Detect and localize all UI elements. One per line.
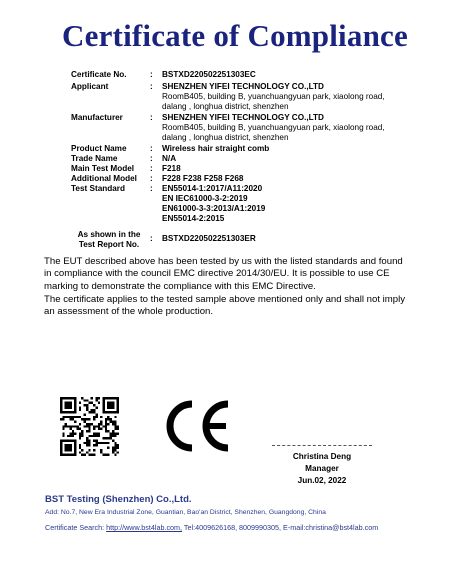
signature-line [272,445,372,446]
field-label: Product Name [71,144,127,153]
field-label: As shown in the [77,230,141,239]
field-label: Certificate No. [71,70,127,79]
field-report-no: As shown in the Test Report No. : BSTXD220502251303ER [71,230,431,244]
field-certificate-no: Certificate No. : BSTXD220502251303EC [71,70,431,80]
field-label: Main Test Model [71,164,135,173]
issuer-contact [45,523,378,532]
field-applicant: Applicant : SHENZHEN YIFEI TECHNOLOGY CO.,LTD RoomB405, building B, yuanchuangyuan park, xiaolong road, dalang , longhua district, shenzhen [71,82,431,112]
field-main-test-model: Main Test Model : F218 [71,164,431,174]
test-standard-item: EN61000-3-3:2013/A1:2019 [162,204,266,213]
compliance-statement: The EUT described above has been tested by us with the listed standards and found in compliance with the council EMC directive 2014/30/EU. It is possible to use CE marking to demonstrate the compliance with this EMC Directive. [44,256,403,292]
field-value: SHENZHEN YIFEI TECHNOLOGY CO.,LTD [162,113,324,122]
field-test-standard: Test Standard : EN55014-1:2017/A11:2020 EN IEC61000-3-2:2019 EN61000-3-3:2013/A1:2019 EN55014-2:2015 [71,184,431,224]
field-label: Trade Name [71,154,118,163]
field-label: Applicant [71,82,109,91]
field-value: EN55014-1:2017/A11:2020 [162,184,263,193]
field-label: Additional Model [71,174,137,183]
qr-code-icon [60,397,119,456]
field-label: Manufacturer [71,113,123,122]
certificate-title: Certificate of Compliance [62,18,408,53]
field-value: Wireless hair straight comb [162,144,270,153]
field-manufacturer: Manufacturer : SHENZHEN YIFEI TECHNOLOGY CO.,LTD RoomB405, building B, yuanchuangyuan park, xiaolong road, dalang , longhua district, shenzhen [71,113,431,143]
signatory-title: Manager [305,464,339,473]
certificate-date: Jun.02, 2022 [297,476,347,485]
certificate-search-link[interactable]: http://www.bst4lab.com, [106,523,183,532]
field-value: SHENZHEN YIFEI TECHNOLOGY CO.,LTD [162,82,324,91]
issuer-address: Add: No.7, New Era Industrial Zone, Guantian, Bao'an District, Shenzhen, Guangdong, China [45,509,326,516]
field-product-name: Product Name : Wireless hair straight comb [71,144,431,154]
manufacturer-address-line: RoomB405, building B, yuanchuangyuan park, xiaolong road, [162,123,385,132]
test-standard-item: EN55014-2:2015 [162,214,225,223]
field-value: BSTXD220502251303ER [162,234,256,243]
signatory-name: Christina Deng [292,452,352,461]
certificate-search-label: Certificate Search: [45,523,105,532]
applicant-address-line: dalang , longhua district, shenzhen [162,102,289,111]
field-value: BSTXD220502251303EC [162,70,256,79]
contact-details: Tel:4009626168, 8009990305, E-mail:christina@bst4lab.com [183,523,379,532]
field-label: Test Standard [71,184,125,193]
applicant-address-line: RoomB405, building B, yuanchuangyuan park, xiaolong road, [162,92,385,101]
certificate-fields [71,70,431,249]
test-standard-item: EN IEC61000-3-2:2019 [162,194,248,203]
field-label: Test Report No. [78,240,140,249]
field-additional-model: Additional Model : F228 F238 F258 F268 [71,174,431,184]
issuer-company: BST Testing (Shenzhen) Co.,Ltd. [45,494,192,505]
manufacturer-address-line: dalang , longhua district, shenzhen [162,133,289,142]
ce-mark-icon [162,398,234,454]
scope-statement: The certificate applies to the tested sample above mentioned only and shall not imply an assessment of the whole production. [44,294,406,318]
field-trade-name: Trade Name : N/A [71,154,431,164]
field-value: N/A [162,154,177,163]
field-value: F228 F238 F258 F268 [162,174,244,183]
field-value: F218 [162,164,181,173]
